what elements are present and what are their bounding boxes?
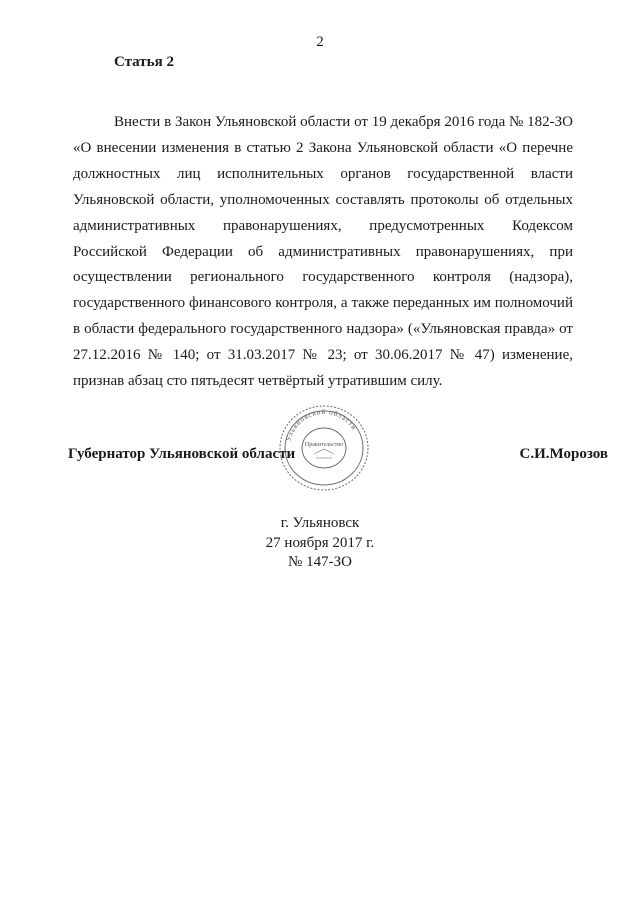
article-body-text: Внести в Закон Ульяновской области от 19 декабря 2016 года № 182-ЗО «О внесении изменения в статью 2 Закона Ульяновской области «О перечне должностных лиц исполнительных органов государственной власти Ульяновской области, уполномоченных составлять протоколы об отдельных административных правонарушениях, предусмотренных Кодексом Российской Федерации об административных правонарушениях, при осуществлении регионального государственного контроля (надзора), государственного финансового контроля, а также переданных им полномочий в области федерального государственного надзора» («Ульяновская правда» от 27.12.2016 № 140; от 31.03.2017 № 23; от 30.06.2017 № 47) изменение, признав абзац сто пятьдесят четвёртый утратившим силу.: [73, 114, 573, 390]
place-city: г. Ульяновск: [280, 515, 360, 531]
seal-emblem-icon: [314, 449, 334, 458]
law-number: № 147-ЗО: [288, 554, 352, 570]
place-date-block: [0, 514, 640, 573]
article-title: Статья 2: [114, 54, 174, 70]
seal-inner-text: Правительство: [304, 442, 344, 448]
seal-outer-text: Ульяновской области: [284, 407, 359, 443]
page-number: 2: [316, 34, 324, 50]
signatory-position: Губернатор Ульяновской области: [68, 446, 296, 462]
signing-date: 27 ноября 2017 г.: [265, 534, 375, 551]
signatory-name: С.И.Морозов: [519, 446, 608, 462]
svg-text:Ульяновской области: [285, 408, 359, 442]
